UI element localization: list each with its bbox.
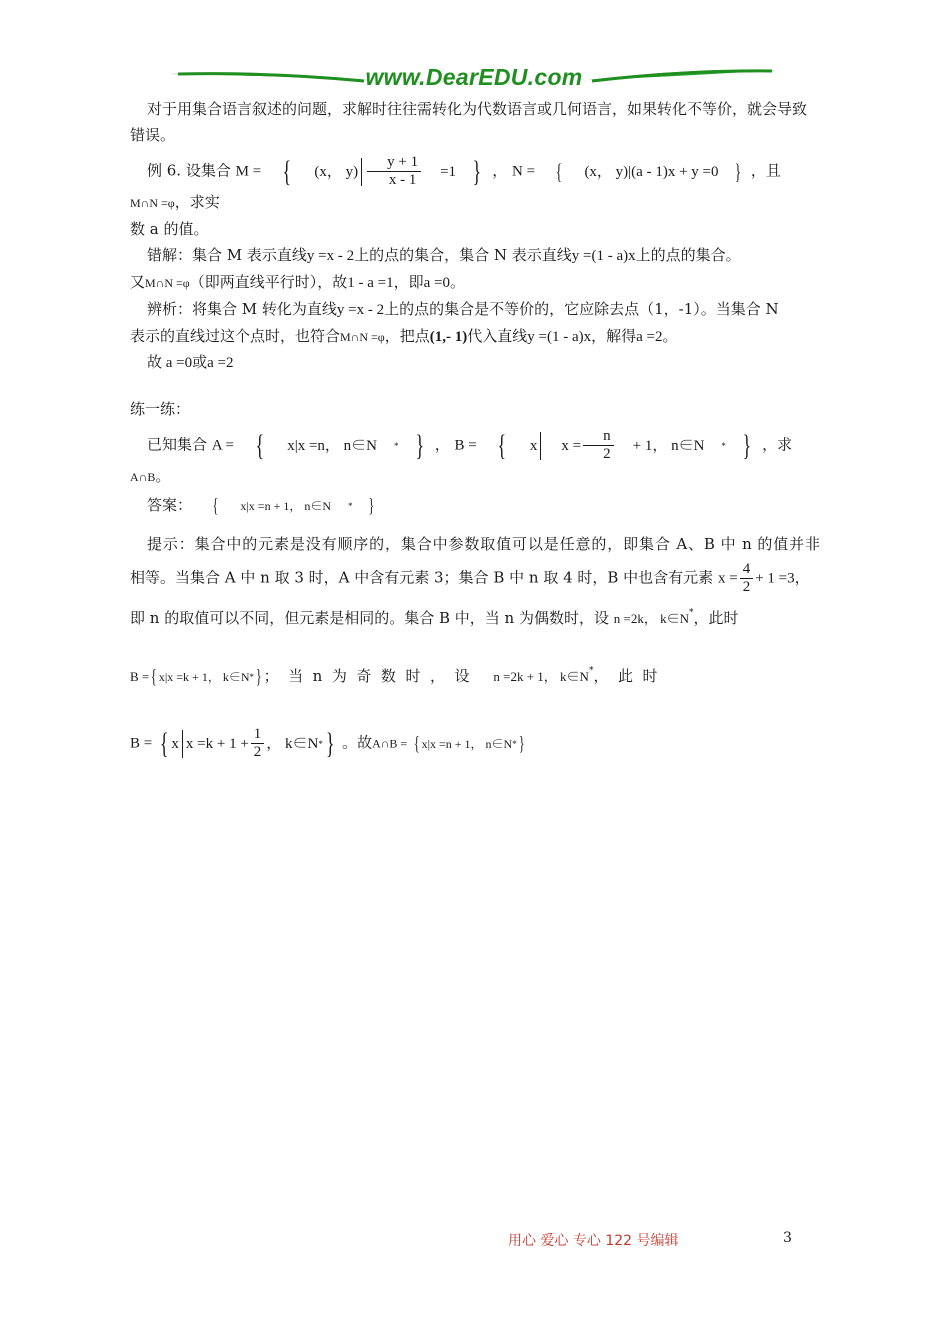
left-brace-icon: { (413, 732, 420, 755)
hint-line-3: 即 n 的取值可以不同，但元素是相同的。集合 B 中，当 n 为偶数时，设 n =2k， k∈N*，此时 (130, 608, 739, 627)
example-6-statement: 例 6. 设集合 M = { (x， y) $\frac{y + 1}{x - 1}$ =1 } ， N = { (x， y)|(a - 1)x + y =0 } ，且M∩N =φ，求实 (130, 154, 781, 211)
right-brace-icon: } (255, 666, 262, 688)
right-brace-icon: } (734, 158, 741, 184)
right-brace-icon: } (472, 154, 482, 188)
left-brace-icon: { (159, 726, 169, 760)
set-b-even: { x|x =k + 1， k∈N * } (151, 666, 262, 688)
site-logo: www.DearEDU.com (365, 64, 583, 90)
right-brace-icon: } (518, 732, 525, 755)
left-brace-icon: { (282, 154, 292, 188)
left-brace-icon: { (212, 495, 219, 517)
right-brace-icon: } (325, 726, 335, 760)
set-bar-icon (540, 432, 541, 460)
conclusion: 故 a =0或a =2 (147, 355, 234, 371)
analysis-paragraph: 辨析：将集合 M 转化为直线y =x - 2上的点的集合是不等价的，它应除去点（1，-1）。当集合 N 表示的直线过这个点时，也符合M∩N =φ，把点(1,- 1)代入直线y =(1 - a)x，解得a =2。 (130, 300, 779, 345)
hint-line-5: B = { x x =k + 1 + $\frac{1}{2}$ ， k∈N * } 。故A∩B = { x|x =n + 1， n∈N * } (130, 726, 525, 760)
example-6-line2: 数 a 的值。 (130, 220, 209, 238)
practice-title: 练一练： (130, 400, 191, 418)
hint-line-1: 提示：集合中的元素是没有顺序的，集合中参数取值可以是任意的，即集合 A、B 中 n 的值并非 (147, 535, 820, 553)
fraction: $\frac{n}{2}$ (583, 428, 614, 463)
left-brace-icon: { (151, 666, 157, 688)
right-brace-icon: } (742, 428, 752, 462)
answer-line: 答案： { x|x =n + 1， n∈N * } (130, 492, 820, 519)
hint-line-4: B = { x|x =k + 1， k∈N * } ； 当 n 为 奇 数 时 ， 设 n =2k + 1， k∈N*， 此 时 (130, 666, 658, 688)
right-brace-icon: } (414, 428, 424, 462)
set-a-definition: { x|x =n， n∈N * } (239, 431, 430, 461)
set-n-lhs: N = (512, 163, 536, 180)
practice-question: 已知集合 A = { x|x =n， n∈N * } ， B = { x x = $\frac{n}{2}$ + 1， n∈N * } ，求A∩B。 (130, 428, 793, 485)
set-m-definition: { (x， y) $\frac{y + 1}{x - 1}$ =1 } (266, 154, 488, 189)
left-brace-icon: { (555, 158, 562, 184)
wrong-solution-paragraph: 错解：集合 M 表示直线y =x - 2上的点的集合，集合 N 表示直线y =(1 - a)x上的点的集合。 又M∩N =φ（即两直线平行时），故1 - a =1，即a =0。 (130, 246, 741, 291)
set-bar-icon (182, 730, 183, 758)
document-body (130, 96, 820, 761)
set-n-definition: { (x， y)|(a - 1)x + y =0 } (540, 157, 746, 187)
page-number: 3 (783, 1230, 792, 1246)
fraction: $\frac{4}{2}$ (740, 561, 754, 596)
example-label: 例 6. 设集合 (147, 161, 231, 180)
set-b-definition: { x x = $\frac{n}{2}$ + 1， n∈N * } (481, 428, 757, 463)
page-header (168, 62, 780, 94)
answer-set: { x|x =n + 1， n∈N * } (197, 493, 379, 519)
final-answer-set: { x|x =n + 1， n∈N * } (413, 732, 525, 755)
intro-paragraph: 对于用集合语言叙述的问题，求解时往往需转化为代数语言或几何语言，如果转化不等价，就会导致错误。 (130, 100, 808, 144)
fraction: $\frac{y + 1}{x - 1}$ (367, 154, 421, 189)
fraction: $\frac{1}{2}$ (251, 726, 265, 761)
set-m-lhs: M = (235, 163, 262, 180)
left-brace-icon: { (497, 428, 507, 462)
set-b-odd: { x x =k + 1 + $\frac{1}{2}$ ， k∈N * } (159, 726, 335, 760)
left-brace-icon: { (255, 428, 264, 462)
right-brace-icon: } (368, 495, 374, 517)
page-footer: 用心 爱心 专心 122 号编辑 (508, 1233, 679, 1249)
set-bar-icon (361, 158, 362, 186)
hint-line-2: 相等。当集合 A 中 n 取 3 时，A 中含有元素 3；集合 B 中 n 取 4 时，B 中也含有元素 x = $\frac{4}{2}$ + 1 =3， (130, 561, 810, 595)
